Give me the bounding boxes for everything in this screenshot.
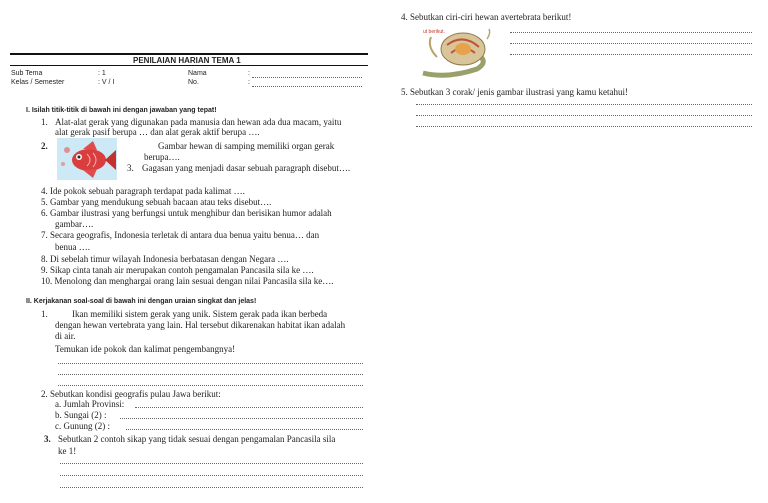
section2-q1-text-2: dengan hewan vertebrata yang lain. Hal tersebut dikarenakan habitat ikan adalah [55, 320, 346, 330]
section1-q8: 8. Di sebelah timur wilayah Indonesia berbatasan dengan Negara …. [41, 254, 289, 264]
section2-q3-text-2: ke 1! [58, 446, 77, 456]
section1-q2-text-2: berupa…. [144, 152, 180, 162]
no-field[interactable] [252, 86, 362, 87]
section1-q9: 9. Sikap cinta tanah air merupakan contoh pengamalan Pancasila sila ke …. [41, 265, 314, 275]
provinsi-field[interactable] [135, 407, 363, 408]
section1-q1-number: 1. [41, 117, 48, 127]
section1-q5: 5. Gambar yang mendukung sebuah bacaan atau teks disebut…. [41, 197, 272, 207]
no-value: : [248, 79, 250, 86]
sub-tema-label: Sub Tema [11, 70, 43, 77]
section2-q1-number: 1. [41, 309, 48, 319]
section2-q1-text-4: Temukan ide pokok dan kalimat pengembangnya! [55, 344, 236, 354]
answer-line[interactable] [58, 385, 363, 386]
section2-heading: II. Kerjakanan soal-soal di bawah ini dengan uraian singkat dan jelas! [26, 298, 257, 305]
kelas-label: Kelas / Semester [11, 79, 65, 86]
section2-q1-text: Ikan memiliki sistem gerak yang unik. Sistem gerak pada ikan berbeda [72, 309, 328, 319]
sub-tema-value: : 1 [98, 70, 106, 77]
nama-field[interactable] [252, 77, 362, 78]
answer-line[interactable] [510, 32, 752, 33]
section2-q2: 2. Sebutkan kondisi geografis pulau Jawa berikut: [41, 389, 221, 399]
answer-line[interactable] [58, 374, 363, 375]
section1-q2-number: 2. [41, 141, 48, 151]
gunung-field[interactable] [126, 429, 363, 430]
right-q5: 5. Sebutkan 3 corak/ jenis gambar ilustrasi yang kamu ketahui! [401, 87, 628, 97]
section2-q3-text: Sebutkan 2 contoh sikap yang tidak sesuai dengan pengamalan Pancasila sila [58, 434, 336, 444]
header-top-rule [10, 53, 368, 55]
section1-q4: 4. Ide pokok sebuah paragraph terdapat pada kalimat …. [41, 186, 245, 196]
section1-q3-text: Gagasan yang menjadi dasar sebuah paragraph disebut…. [142, 163, 351, 173]
section2-q3-number: 3. [44, 434, 51, 444]
no-label: No. [188, 79, 199, 86]
section2-q2-b: b. Sungai (2) : [55, 410, 107, 420]
section1-q10: 10. Menolong dan menghargai orang lain sesuai dengan nilai Pancasila sila ke…. [41, 276, 334, 286]
fish-illustration [57, 138, 117, 180]
sungai-field[interactable] [120, 418, 363, 419]
answer-line[interactable] [60, 463, 363, 464]
section1-q2-text: Gambar hewan di samping memiliki organ gerak [158, 141, 335, 151]
fish-image [57, 138, 117, 180]
section1-q1-text: Alat-alat gerak yang digunakan pada manusia dan hewan ada dua macam, yaitu [55, 117, 342, 127]
image-caption: ut berikut. [423, 29, 445, 35]
section1-q7: 7. Secara geografis, Indonesia terletak di antara dua benua yaitu benua… dan [41, 230, 320, 240]
section1-q6-2: gambar…. [55, 219, 94, 229]
answer-line[interactable] [510, 43, 752, 44]
section1-heading: I. Isilah titik-titik di bawah ini dengan jawaban yang tepat! [26, 107, 217, 114]
section2-q1-text-3: di air. [55, 331, 76, 341]
kelas-value: : V / I [98, 79, 115, 86]
nama-value: : [248, 70, 250, 77]
header-bottom-rule [10, 65, 368, 66]
answer-line[interactable] [60, 487, 363, 488]
answer-line[interactable] [58, 363, 363, 364]
answer-line[interactable] [416, 104, 752, 105]
right-q4: 4. Sebutkan ciri-ciri hewan avertebrata berikut! [401, 12, 572, 22]
answer-line[interactable] [510, 54, 752, 55]
page-title: PENILAIAN HARIAN TEMA 1 [133, 56, 241, 65]
nama-label: Nama [188, 70, 207, 77]
section2-q2-c: c. Gunung (2) : [55, 421, 110, 431]
answer-line[interactable] [416, 126, 752, 127]
section2-q2-a: a. Jumlah Provinsi: [55, 399, 125, 409]
answer-line[interactable] [416, 115, 752, 116]
section1-q7-2: benua …. [55, 242, 90, 252]
section1-q1-text-2: alat gerak pasif berupa … dan alat gerak aktif berupa …. [55, 127, 260, 137]
answer-line[interactable] [60, 475, 363, 476]
section1-q3-number: 3. [127, 163, 134, 173]
section1-q6: 6. Gambar ilustrasi yang berfungsi untuk menghibur dan berisikan humor adalah [41, 208, 332, 218]
